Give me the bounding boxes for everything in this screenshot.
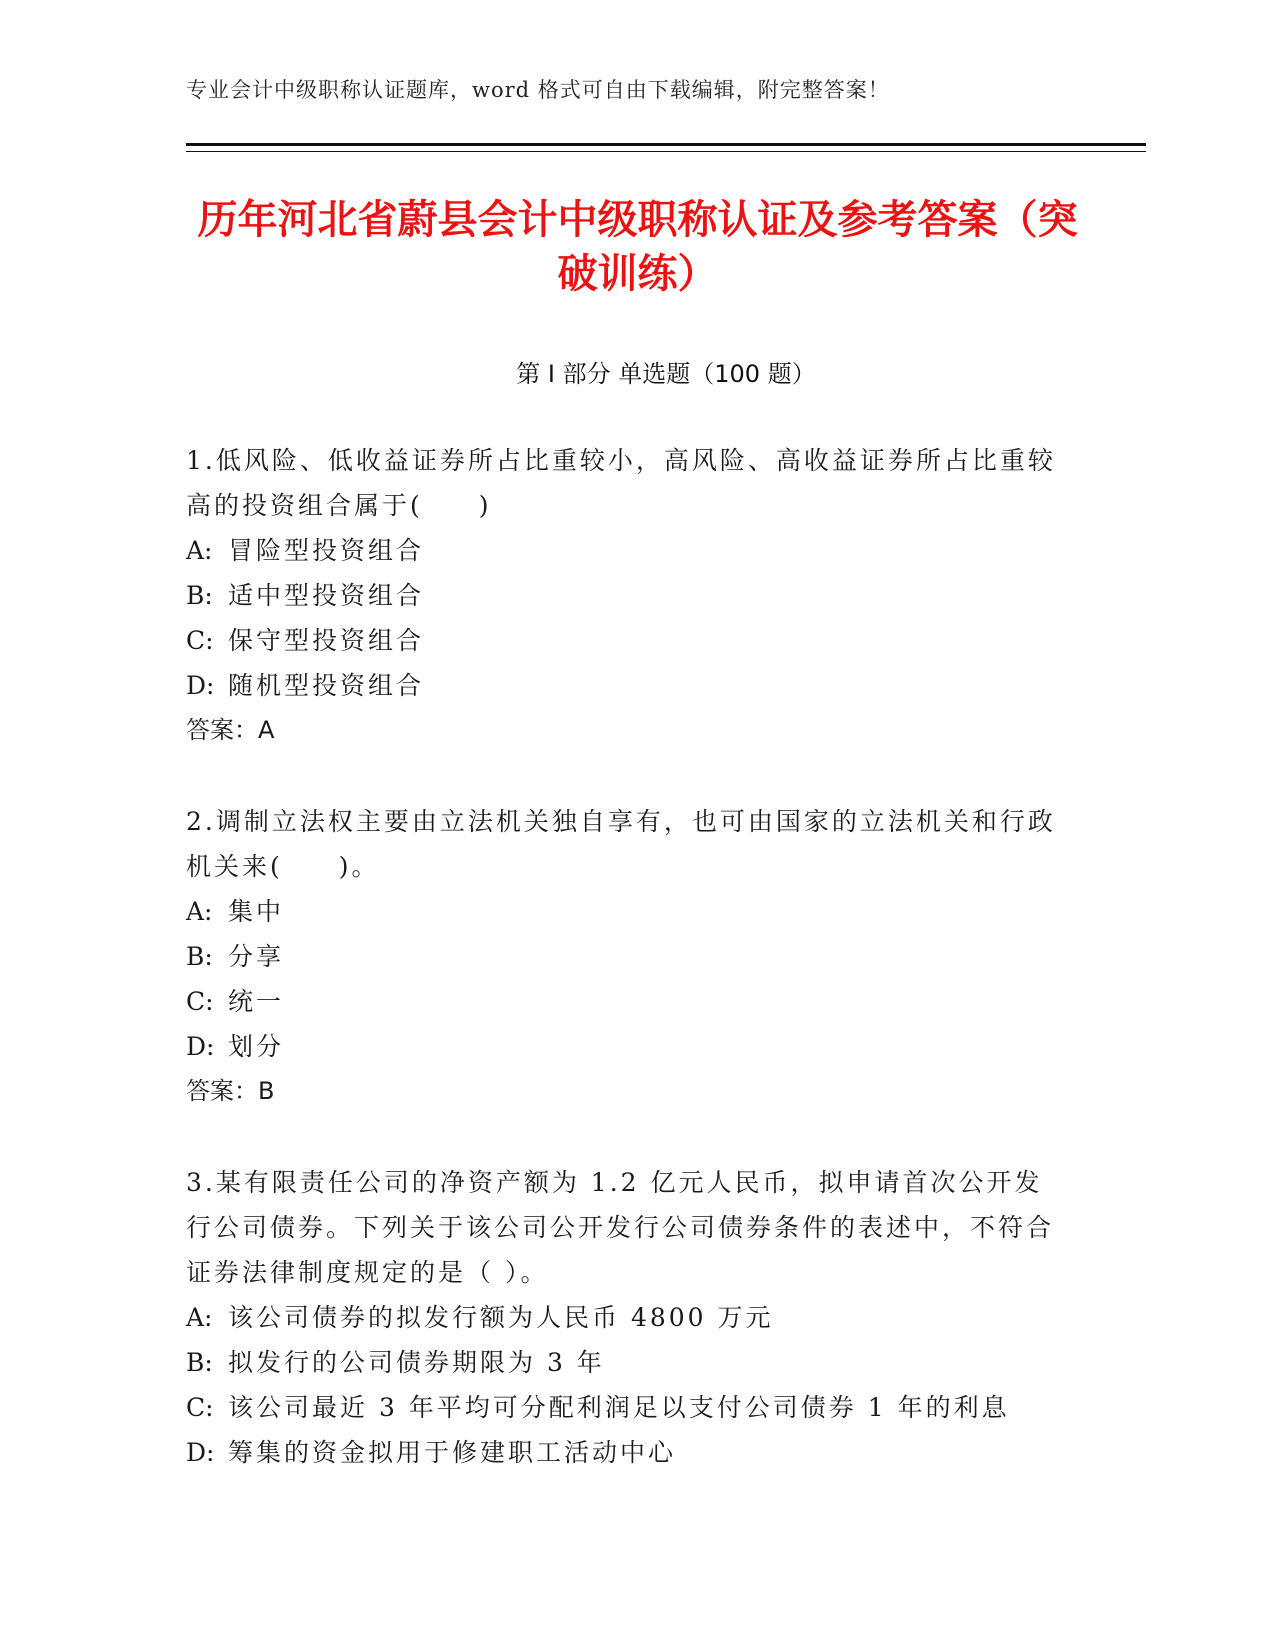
option-letter: A:: [186, 1303, 213, 1332]
option-text: 拟发行的公司债券期限为 3 年: [228, 1348, 605, 1377]
option-letter: B:: [186, 942, 213, 971]
option-letter: D:: [186, 671, 215, 700]
option-text: 适中型投资组合: [228, 581, 425, 610]
option-text: 分享: [228, 942, 285, 971]
option-b: [186, 1340, 1066, 1385]
option-d: [186, 663, 1066, 708]
option-text: 随机型投资组合: [228, 671, 425, 700]
option-b: [186, 573, 1066, 618]
option-c: [186, 618, 1066, 663]
header-note: 专业会计中级职称认证题库，word 格式可自由下载编辑，附完整答案！: [186, 78, 890, 102]
option-text: 该公司最近 3 年平均可分配利润足以支付公司债券 1 年的利息: [228, 1393, 1010, 1422]
option-text: 该公司债券的拟发行额为人民币 4800 万元: [228, 1303, 774, 1332]
option-c: [186, 979, 1066, 1024]
option-letter: C:: [186, 987, 214, 1016]
option-d: [186, 1430, 1066, 1475]
option-text: 冒险型投资组合: [228, 536, 425, 565]
option-a: [186, 1295, 1066, 1340]
question-2: [186, 799, 1066, 1114]
option-text: 筹集的资金拟用于修建职工活动中心: [228, 1438, 677, 1467]
header-rule-thin: [186, 151, 1146, 152]
answer-line: 答案：B: [186, 1077, 275, 1105]
option-b: [186, 934, 1066, 979]
header-rule-thick: [186, 143, 1146, 146]
option-text: 统一: [228, 987, 285, 1016]
option-c: [186, 1385, 1066, 1430]
document-title: 历年河北省蔚县会计中级职称认证及参考答案（突破训练）: [197, 197, 1078, 297]
option-letter: C:: [186, 626, 214, 655]
option-text: 保守型投资组合: [228, 626, 425, 655]
option-letter: B:: [186, 581, 213, 610]
section-title: 第 I 部分 单选题（100 题）: [516, 360, 816, 388]
option-letter: D:: [186, 1032, 215, 1061]
question-list: [186, 438, 1066, 1521]
option-a: [186, 889, 1066, 934]
option-a: [186, 528, 1066, 573]
option-d: [186, 1024, 1066, 1069]
option-letter: D:: [186, 1438, 215, 1467]
question-stem: 1.低风险、低收益证券所占比重较小，高风险、高收益证券所占比重较高的投资组合属于( ): [186, 446, 1056, 520]
option-letter: C:: [186, 1393, 214, 1422]
option-letter: B:: [186, 1348, 213, 1377]
question-3: [186, 1160, 1066, 1475]
option-text: 划分: [228, 1032, 285, 1061]
option-text: 集中: [228, 897, 285, 926]
question-1: [186, 438, 1066, 753]
question-stem: 2.调制立法权主要由立法机关独自享有，也可由国家的立法机关和行政机关来( )。: [186, 807, 1056, 881]
answer-line: 答案：A: [186, 716, 275, 744]
option-letter: A:: [186, 536, 213, 565]
question-stem: 3.某有限责任公司的净资产额为 1.2 亿元人民币，拟申请首次公开发行公司债券。下列关于该公司公开发行公司债券条件的表述中，不符合证券法律制度规定的是（ ）。: [186, 1168, 1055, 1287]
option-letter: A:: [186, 897, 213, 926]
